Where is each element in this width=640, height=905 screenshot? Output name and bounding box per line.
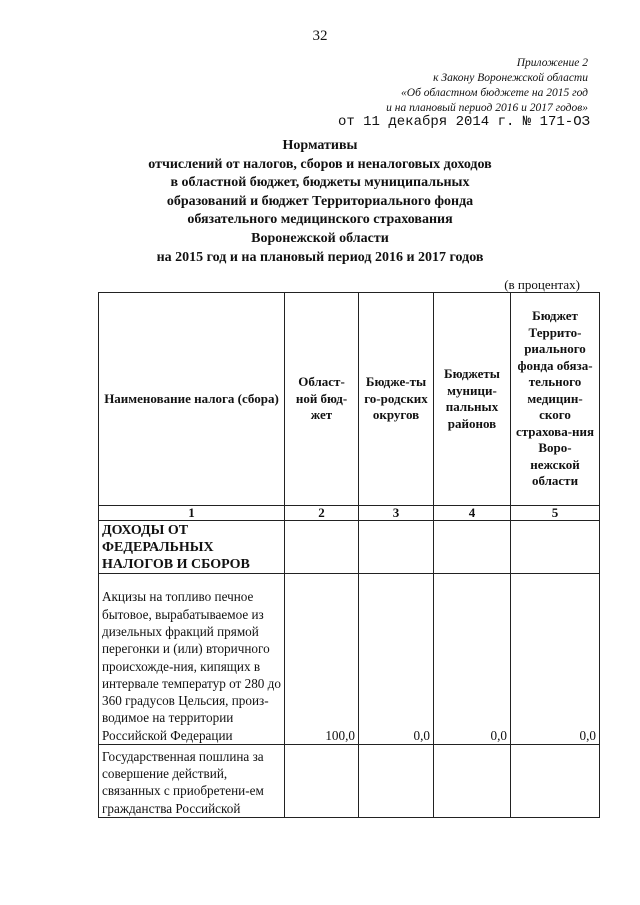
- title-line-2: отчислений от налогов, сборов и неналоговых доходов: [148, 156, 492, 172]
- regional-value-cell: 100,0: [285, 574, 359, 745]
- city-value-cell: 0,0: [359, 574, 434, 745]
- column-number: 4: [434, 506, 511, 521]
- column-number: 3: [359, 506, 434, 521]
- appendix-line-3: «Об областном бюджете на 2015 год: [401, 87, 588, 99]
- table-row: [99, 745, 600, 818]
- appendix-line-1: Приложение 2: [516, 57, 588, 69]
- appendix-line-2: к Закону Воронежской области: [433, 72, 588, 84]
- header-tax-name: Наименование налога (сбора): [99, 293, 285, 506]
- section-title: ДОХОДЫ ОТ ФЕДЕРАЛЬНЫХ НАЛОГОВ И СБОРОВ: [99, 521, 285, 574]
- table-cell: [511, 521, 600, 574]
- header-district-budgets: Бюджеты муници-пальных районов: [434, 293, 511, 506]
- section-row: [99, 521, 600, 574]
- page-number: 32: [312, 28, 328, 44]
- law-date-stamp: от 11 декабря 2014 г. № 171-ОЗ: [337, 114, 590, 130]
- tax-name-cell: Государственная пошлина за совершение действий, связанных с приобретени-ем гражданства Российской: [99, 745, 285, 818]
- title-line-1: Нормативы: [282, 138, 358, 153]
- medical-fund-value-cell: 0,0: [511, 574, 600, 745]
- district-value-cell: [434, 745, 511, 818]
- document-title: [0, 137, 640, 267]
- column-number: 1: [99, 506, 285, 521]
- regional-value-cell: [285, 745, 359, 818]
- title-line-6: Воронежской области: [251, 230, 389, 246]
- title-line-5: обязательного медицинского страхования: [187, 212, 453, 228]
- title-line-4: образований и бюджет Территориального фонда: [166, 193, 474, 209]
- norms-table: [98, 292, 600, 818]
- appendix-line-4: и на плановый период 2016 и 2017 годов»: [386, 102, 588, 114]
- column-number: 5: [511, 506, 600, 521]
- table-cell: [285, 521, 359, 574]
- table-cell: [359, 521, 434, 574]
- header-city-budgets: Бюдже-ты го-родских округов: [359, 293, 434, 506]
- header-regional-budget: Област-ной бюд-жет: [285, 293, 359, 506]
- city-value-cell: [359, 745, 434, 818]
- column-number-row: [99, 506, 600, 521]
- header-medical-fund-budget: Бюджет Террито-риального фонда обяза-тельного медицин-ского страхова-ния Воро-нежской области: [511, 293, 600, 506]
- column-number: 2: [285, 506, 359, 521]
- table-row: [99, 574, 600, 745]
- tax-name-cell: Акцизы на топливо печное бытовое, вырабатываемое из дизельных фракций прямой перегонки и (или) вторичного происхожде-ния, кипящих в интервале температур от 280 до 360 градусов Цельсия, произ-водимое на территории Российской Федерации: [99, 574, 285, 745]
- appendix-note: [386, 56, 588, 116]
- title-line-7: на 2015 год и на плановый период 2016 и 2017 годов: [156, 249, 484, 265]
- table-cell: [434, 521, 511, 574]
- table-header-row: [99, 293, 600, 506]
- district-value-cell: 0,0: [434, 574, 511, 745]
- units-note: (в процентах): [504, 277, 580, 292]
- title-line-3: в областной бюджет, бюджеты муниципальных: [170, 175, 470, 191]
- medical-fund-value-cell: [511, 745, 600, 818]
